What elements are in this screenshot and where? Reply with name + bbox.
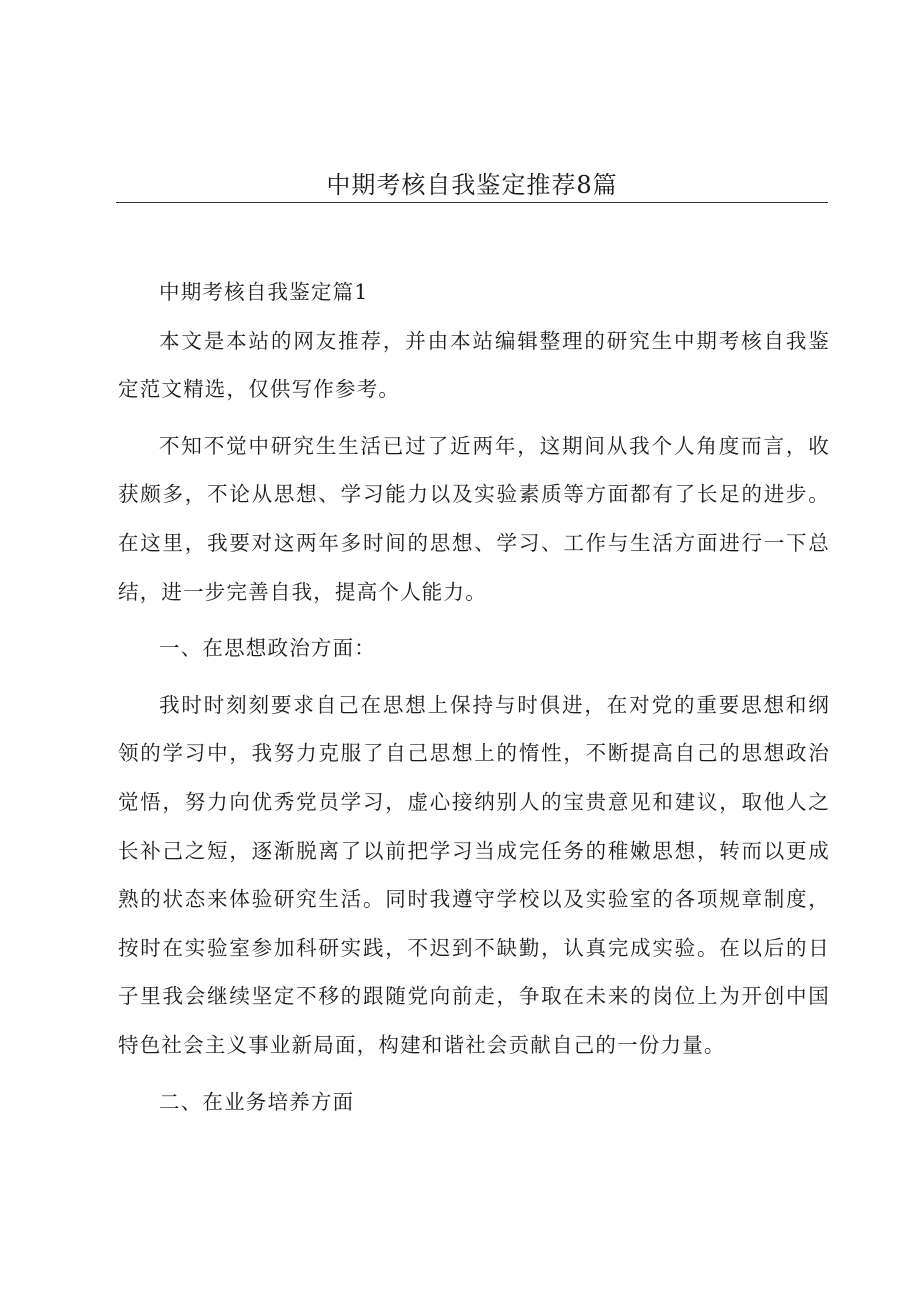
politics-paragraph: 我时时刻刻要求自己在思想上保持与时俱进，在对党的重要思想和纲领的学习中，我努力克服了自己思想上的惰性，不断提高自己的思想政治觉悟，努力向优秀党员学习，虚心接纳别人的宝贵意见和建议，取他人之长补己之短，逐渐脱离了以前把学习当成完任务的稚嫩思想，转而以更成熟的状态来体验研究生活。同时我遵守学校以及实验室的各项规章制度，按时在实验室参加科研实践，不迟到不缺勤，认真完成实验。在以后的日子里我会继续坚定不移的跟随党向前走，争取在未来的岗位上为开创中国特色社会主义事业新局面，构建和谐社会贡献自己的一份力量。 [118,692,830,1057]
section-heading-1: 中期考核自我鉴定篇1 [159,280,369,304]
page-title: 中期考核自我鉴定推荐8篇 [326,171,618,199]
subheading-politics: 一、在思想政治方面： [159,636,376,661]
intro-paragraph: 本文是本站的网友推荐，并由本站编辑整理的研究生中期考核自我鉴定范文精选，仅供写作参考。 [118,328,830,402]
summary-paragraph: 不知不觉中研究生生活已过了近两年，这期间从我个人角度而言，收获颇多，不论从思想、学习能力以及实验素质等方面都有了长足的进步。在这里，我要对这两年多时间的思想、学习、工作与生活方面进行一下总结，进一步完善自我，提高个人能力。 [118,433,830,604]
document-body [118,268,830,1126]
subheading-professional: 二、在业务培养方面 [159,1089,355,1114]
title-underline [116,202,828,203]
